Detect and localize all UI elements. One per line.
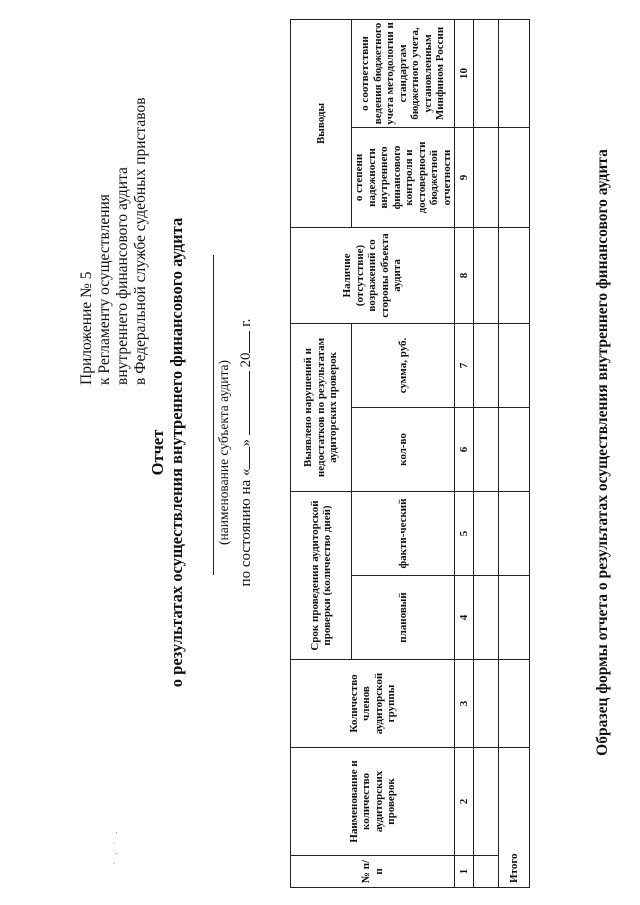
scan-specks: · . · . <box>110 828 119 865</box>
header-team-size: Количество членов аудиторской группы <box>291 660 455 748</box>
header-count: кол-во <box>352 407 455 491</box>
table-cell <box>499 323 530 407</box>
form-caption: Образец формы отчета о результатах осуществления внутреннего финансового аудита <box>594 149 611 756</box>
day-blank <box>237 447 250 469</box>
total-row <box>499 19 530 887</box>
appendix-line-2: к Регламенту осуществления <box>96 194 113 385</box>
header-violations: Выявлено нарушений и недостатков по результатам аудиторских проверок <box>291 323 352 491</box>
table-cell <box>474 491 499 575</box>
header-objections: Наличие (отсутствие) возражений со стороны объекта аудита <box>291 227 455 323</box>
header-audit-name: Наименование и количество аудиторских проверок <box>291 748 455 856</box>
table-cell <box>474 407 499 491</box>
as-of-date <box>237 0 255 905</box>
column-number: 1 <box>455 856 474 888</box>
report-subtitle: о результатах осуществления внутреннего финансового аудита <box>167 217 186 688</box>
subject-blank-line <box>213 255 214 575</box>
year-suffix: г. <box>238 318 254 327</box>
table-cell <box>474 856 499 888</box>
header-amount: сумма, руб. <box>352 323 455 407</box>
as-of-mid: » <box>238 439 254 447</box>
month-blank <box>237 371 250 435</box>
as-of-prefix: по состоянию на « <box>238 468 254 587</box>
column-number: 9 <box>455 127 474 227</box>
table-cell <box>474 576 499 660</box>
column-number: 5 <box>455 491 474 575</box>
table-cell <box>474 748 499 856</box>
header-compliance: о соответствии ведения бюджетного учета методологии и стандартам бюджетного учета, установленным Минфином России <box>352 19 455 127</box>
header-number: № п/п <box>291 856 455 888</box>
header-planned: плановый <box>352 576 455 660</box>
header-reliability: о степени надежности внутреннего финансового контроля и достоверности бюджетной отчетности <box>352 127 455 227</box>
appendix-line-3: внутреннего финансового аудита <box>114 167 131 385</box>
table-cell <box>499 660 530 748</box>
header-actual: факти-ческий <box>352 491 455 575</box>
column-number: 7 <box>455 323 474 407</box>
table-cell <box>474 660 499 748</box>
column-number: 4 <box>455 576 474 660</box>
year-blank <box>237 331 250 353</box>
header-audit-term: Срок проведения аудиторской проверки (количество дней) <box>291 491 352 659</box>
table-cell <box>474 127 499 227</box>
column-number: 2 <box>455 748 474 856</box>
header-conclusions: Выводы <box>291 19 352 227</box>
table-row <box>474 19 499 887</box>
column-number: 10 <box>455 19 474 127</box>
total-label: Итого <box>499 748 530 888</box>
column-number: 3 <box>455 660 474 748</box>
table-cell <box>499 19 530 127</box>
table-cell <box>474 19 499 127</box>
table-cell <box>499 491 530 575</box>
table-cell <box>474 227 499 323</box>
table-cell <box>474 323 499 407</box>
table-cell <box>499 227 530 323</box>
column-number: 8 <box>455 227 474 323</box>
table-cell <box>499 127 530 227</box>
report-table <box>290 19 530 888</box>
subject-caption: (наименование субъекта аудита) <box>216 360 231 546</box>
appendix-line-1: Приложение № 5 <box>78 271 95 385</box>
appendix-note <box>78 25 150 385</box>
appendix-line-4: в Федеральной службе судебных приставов <box>132 97 149 385</box>
table-cell <box>499 407 530 491</box>
table-cell <box>499 576 530 660</box>
year-prefix: 20 <box>238 352 254 368</box>
column-number: 6 <box>455 407 474 491</box>
report-title: Отчет <box>148 429 167 476</box>
